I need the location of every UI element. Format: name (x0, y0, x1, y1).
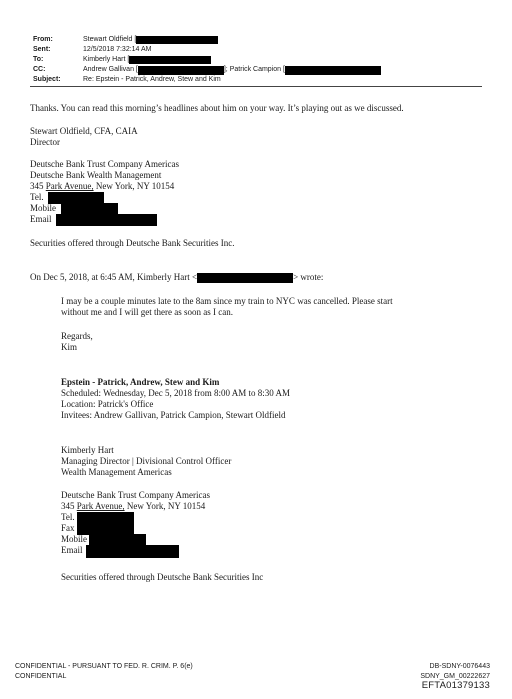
mobile-label: Mobile (30, 203, 56, 213)
quoted-intro-post: > wrote: (293, 272, 324, 282)
kim-sig-name: Kimberly Hart (61, 445, 114, 455)
fax-label: Fax (61, 523, 75, 533)
address-number: 345 (30, 181, 46, 191)
kim-sig-fax (61, 523, 75, 534)
to-value: Kimberly Hart [ (83, 56, 130, 63)
header-to-row (33, 55, 381, 65)
footer-bates-efta: EFTA01379133 (421, 680, 490, 691)
cc-value-1: Andrew Gallivan [ (83, 66, 138, 73)
quoted-sign: Kim (61, 342, 78, 352)
reply-body: Thanks. You can read this morning’s headlines about him on your way. It’s playing out as we discussed. (30, 103, 404, 113)
reply-sig-name: Stewart Oldfield, CFA, CAIA (30, 126, 138, 136)
from-value: Stewart Oldfield [ (83, 36, 137, 43)
email-label: Email (30, 214, 52, 224)
tel-label: Tel. (61, 512, 75, 522)
sent-value: 12/5/2018 7:32:14 AM (83, 46, 152, 53)
reply-sig-tel (30, 192, 44, 203)
address-city: New York, NY 10154 (124, 501, 206, 511)
meeting-location: Location: Patrick's Office (61, 399, 154, 409)
kim-disclaimer: Securities offered through Deutsche Bank Securities Inc (61, 572, 264, 582)
quoted-regards: Regards, (61, 331, 93, 341)
redaction-box (56, 214, 157, 226)
from-label: From: (33, 36, 53, 43)
redaction-box (136, 36, 218, 44)
meeting-invitees: Invitees: Andrew Gallivan, Patrick Campion, Stewart Oldfield (61, 410, 286, 420)
address-street: Park Avenue, (76, 501, 125, 511)
footer-confidential-1: CONFIDENTIAL - PURSUANT TO FED. R. CRIM. P. 6(e) (15, 663, 193, 670)
quoted-intro (30, 272, 323, 283)
reply-disclaimer: Securities offered through Deutsche Bank Securities Inc. (30, 238, 235, 248)
kim-sig-email (61, 545, 83, 556)
reply-sig-address (30, 181, 174, 192)
sent-label: Sent: (33, 46, 51, 53)
header-sent-row (33, 45, 381, 55)
subject-value: Re: Epstein - Patrick, Andrew, Stew and Kim (83, 76, 221, 83)
header-divider (30, 86, 482, 87)
email-header (33, 35, 381, 85)
kim-sig-address (61, 501, 205, 512)
address-city: New York, NY 10154 (93, 181, 175, 191)
redaction-box (285, 66, 381, 75)
cc-value-2: ]; Patrick Campion [ (223, 66, 285, 73)
footer-bates-db: DB-SDNY-0076443 (429, 663, 490, 670)
kim-sig-tel (61, 512, 75, 523)
header-from-row (33, 35, 381, 45)
reply-sig-title: Director (30, 137, 60, 147)
footer-bates-sdny: SDNY_GM_00222627 (420, 673, 490, 680)
header-subject-row (33, 75, 381, 85)
quoted-intro-pre: On Dec 5, 2018, at 6:45 AM, Kimberly Hart < (30, 272, 198, 282)
kim-sig-mobile (61, 534, 87, 545)
quoted-line-2: without me and I will get there as soon as I can. (61, 307, 233, 317)
footer-confidential-2: CONFIDENTIAL (15, 673, 67, 680)
reply-sig-email (30, 214, 52, 225)
kim-sig-title-2: Wealth Management Americas (61, 467, 172, 477)
redaction-box (86, 545, 179, 558)
reply-sig-company-2: Deutsche Bank Wealth Management (30, 170, 162, 180)
kim-sig-title-1: Managing Director | Divisional Control Officer (61, 456, 232, 466)
subject-label: Subject: (33, 76, 61, 83)
reply-sig-mobile (30, 203, 56, 214)
cc-label: CC: (33, 66, 46, 73)
redaction-box (138, 66, 224, 75)
reply-sig-company-1: Deutsche Bank Trust Company Americas (30, 159, 179, 169)
redaction-box (129, 56, 211, 64)
address-street: Park Avenue, (45, 181, 94, 191)
redaction-box (197, 273, 293, 283)
tel-label: Tel. (30, 192, 44, 202)
header-cc-row (33, 65, 381, 75)
address-number: 345 (61, 501, 77, 511)
kim-sig-company: Deutsche Bank Trust Company Americas (61, 490, 210, 500)
to-label: To: (33, 56, 44, 63)
mobile-label: Mobile (61, 534, 87, 544)
quoted-line-1: I may be a couple minutes late to the 8am since my train to NYC was cancelled. Please start (61, 296, 393, 306)
meeting-title: Epstein - Patrick, Andrew, Stew and Kim (61, 377, 220, 387)
email-label: Email (61, 545, 83, 555)
meeting-scheduled: Scheduled: Wednesday, Dec 5, 2018 from 8:00 AM to 8:30 AM (61, 388, 290, 398)
